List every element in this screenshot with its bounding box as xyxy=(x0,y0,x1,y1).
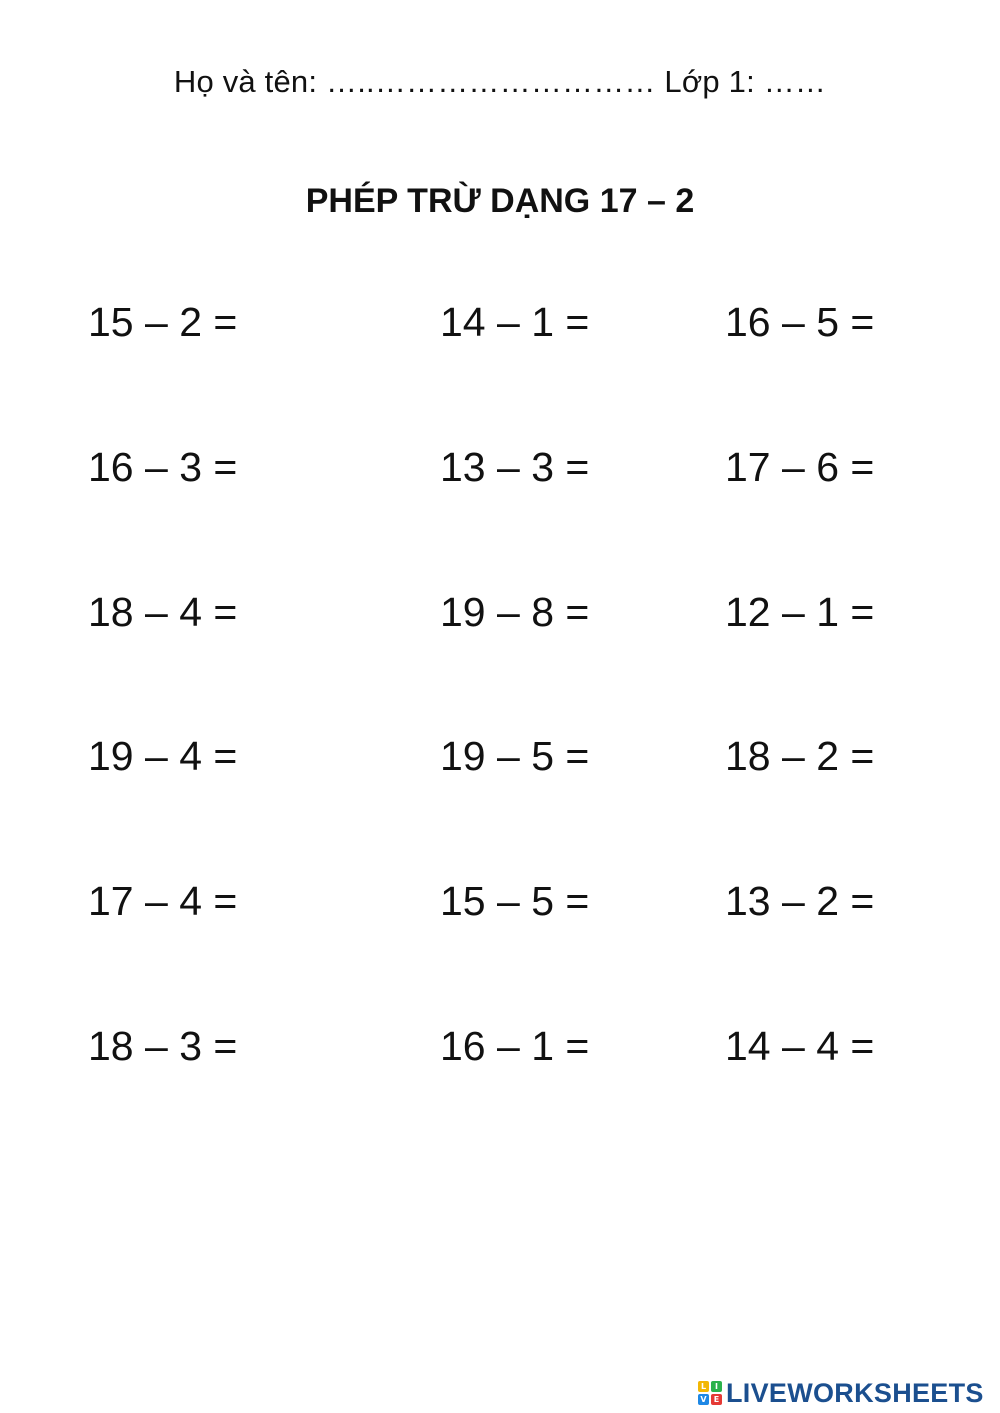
problem-r6-c2: 16 – 1 = xyxy=(440,1023,590,1069)
problem-r4-c3: 18 – 2 = xyxy=(725,733,875,779)
logo-text: LIVEWORKSHEETS xyxy=(726,1377,984,1408)
worksheet-title: PHÉP TRỪ DẠNG 17 – 2 xyxy=(305,182,695,220)
problem-r5-c3: 13 – 2 = xyxy=(725,878,875,924)
problem-r2-c2: 13 – 3 = xyxy=(440,444,590,490)
problem-r6-c3: 14 – 4 = xyxy=(725,1023,875,1069)
problem-r5-c1: 17 – 4 = xyxy=(88,878,238,924)
problem-r1-c2: 14 – 1 = xyxy=(440,299,590,345)
liveworksheets-logo xyxy=(698,1378,984,1408)
problem-r3-c1: 18 – 4 = xyxy=(88,589,238,635)
problem-r1-c3: 16 – 5 = xyxy=(725,299,875,345)
problem-r3-c3: 12 – 1 = xyxy=(725,589,875,635)
liveworksheets-logo-icon: L I V E xyxy=(698,1381,722,1405)
problem-r6-c1: 18 – 3 = xyxy=(88,1023,238,1069)
problem-r2-c1: 16 – 3 = xyxy=(88,444,238,490)
problem-r3-c2: 19 – 8 = xyxy=(440,589,590,635)
problem-r4-c2: 19 – 5 = xyxy=(440,733,590,779)
problem-r1-c1: 15 – 2 = xyxy=(88,299,238,345)
problem-r5-c2: 15 – 5 = xyxy=(440,878,590,924)
problem-r4-c1: 19 – 4 = xyxy=(88,733,238,779)
problem-r2-c3: 17 – 6 = xyxy=(725,444,875,490)
student-info-line: Họ và tên: …..……………………… Lớp 1: …… xyxy=(173,64,827,99)
